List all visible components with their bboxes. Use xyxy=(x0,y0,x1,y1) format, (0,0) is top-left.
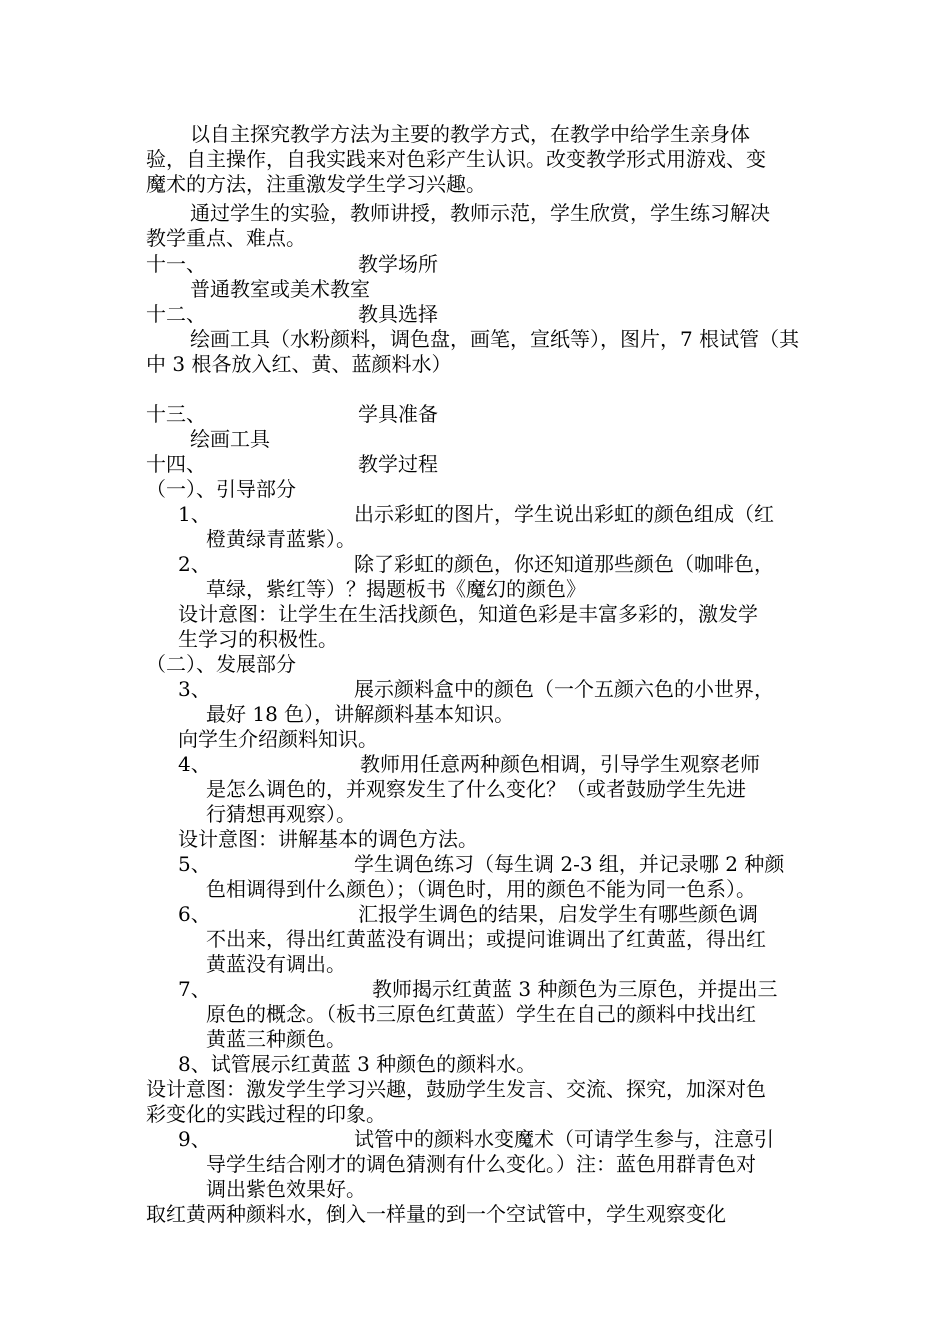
design-intent-3-line-2: 彩变化的实践过程的印象。 xyxy=(146,1102,386,1126)
section-11-title: 教学场所 xyxy=(358,252,438,276)
section-11-body: 普通教室或美术教室 xyxy=(190,277,370,301)
section-14-number: 十四、 xyxy=(146,452,206,476)
item-2-continuation: 草绿，紫红等）？揭题板书《魔幻的颜色》 xyxy=(206,577,586,601)
item-2-text: 除了彩虹的颜色，你还知道那些颜色（咖啡色， xyxy=(354,552,774,576)
section-12-body-line-2: 中 3 根各放入红、黄、蓝颜料水） xyxy=(146,352,452,376)
item-2-number: 2、 xyxy=(178,552,211,576)
item-6-continuation-2: 黄蓝没有调出。 xyxy=(206,952,346,976)
design-intent-2: 设计意图：讲解基本的调色方法。 xyxy=(178,827,478,851)
section-14-title: 教学过程 xyxy=(358,452,438,476)
item-3-number: 3、 xyxy=(178,677,211,701)
item-9-number: 9、 xyxy=(178,1127,211,1151)
section-13-body: 绘画工具 xyxy=(190,427,270,451)
section-13-number: 十三、 xyxy=(146,402,206,426)
item-5-text: 学生调色练习（每生调 2-3 组，并记录哪 2 种颜 xyxy=(354,852,785,876)
design-intent-1-line-2: 生学习的积极性。 xyxy=(178,627,338,651)
intro-paragraph-1-line-3: 魔术的方法，注重激发学生学习兴趣。 xyxy=(146,172,486,196)
intro-paragraph-2-line-2: 教学重点、难点。 xyxy=(146,226,306,250)
item-5-continuation: 色相调得到什么颜色）；（调色时，用的颜色不能为同一色系）。 xyxy=(206,877,756,901)
item-4-text: 教师用任意两种颜色相调，引导学生观察老师 xyxy=(360,752,760,776)
item-7-text: 教师揭示红黄蓝 3 种颜色为三原色，并提出三 xyxy=(372,977,778,1001)
intro-paragraph-1-line-1: 以自主探究教学方法为主要的教学方式，在教学中给学生亲身体 xyxy=(190,122,750,146)
item-5-number: 5、 xyxy=(178,852,211,876)
item-7-continuation-1: 原色的概念。（板书三原色红黄蓝）学生在自己的颜料中找出红 xyxy=(206,1002,756,1026)
item-3-text: 展示颜料盒中的颜色（一个五颜六色的小世界， xyxy=(354,677,774,701)
final-paragraph: 取红黄两种颜料水，倒入一样量的到一个空试管中，学生观察变化 xyxy=(146,1202,726,1226)
design-intent-3-line-1: 设计意图：激发学生学习兴趣，鼓励学生发言、交流、探究，加深对色 xyxy=(146,1077,766,1101)
item-6-number: 6、 xyxy=(178,902,211,926)
pigment-intro: 向学生介绍颜料知识。 xyxy=(178,727,378,751)
item-7-number: 7、 xyxy=(178,977,211,1001)
part-1-heading: （一）、引导部分 xyxy=(146,477,296,501)
item-3-continuation: 最好 18 色），讲解颜料基本知识。 xyxy=(206,702,515,726)
item-6-continuation-1: 不出来，得出红黄蓝没有调出；或提问谁调出了红黄蓝，得出红 xyxy=(206,927,766,951)
part-2-heading: （二）、发展部分 xyxy=(146,652,296,676)
item-7-continuation-2: 黄蓝三种颜色。 xyxy=(206,1027,346,1051)
item-1-number: 1、 xyxy=(178,502,211,526)
item-1-continuation: 橙黄绿青蓝紫）。 xyxy=(206,527,356,551)
item-4-continuation-1: 是怎么调色的，并观察发生了什么变化？（或者鼓励学生先进 xyxy=(206,777,746,801)
section-13-title: 学具准备 xyxy=(358,402,438,426)
item-4-continuation-2: 行猜想再观察）。 xyxy=(206,802,356,826)
section-11-number: 十一、 xyxy=(146,252,206,276)
section-12-body-line-1: 绘画工具（水粉颜料，调色盘，画笔，宣纸等），图片，7 根试管（其 xyxy=(190,327,800,351)
section-12-number: 十二、 xyxy=(146,302,206,326)
section-12-title: 教具选择 xyxy=(358,302,438,326)
item-9-continuation-2: 调出紫色效果好。 xyxy=(206,1177,366,1201)
item-1-text: 出示彩虹的图片，学生说出彩虹的颜色组成（红 xyxy=(354,502,774,526)
intro-paragraph-2-line-1: 通过学生的实验，教师讲授，教师示范，学生欣赏，学生练习解决 xyxy=(190,201,770,225)
item-6-text: 汇报学生调色的结果，启发学生有哪些颜色调 xyxy=(358,902,758,926)
design-intent-1-line-1: 设计意图：让学生在生活找颜色，知道色彩是丰富多彩的，激发学 xyxy=(178,602,758,626)
item-9-continuation-1: 导学生结合刚才的调色猜测有什么变化。）注：蓝色用群青色对 xyxy=(206,1152,756,1176)
item-8: 8、试管展示红黄蓝 3 种颜色的颜料水。 xyxy=(178,1052,537,1076)
intro-paragraph-1-line-2: 验，自主操作，自我实践来对色彩产生认识。改变教学形式用游戏、变 xyxy=(146,147,766,171)
item-4-number: 4、 xyxy=(178,752,211,776)
item-9-text: 试管中的颜料水变魔术（可请学生参与，注意引 xyxy=(354,1127,774,1151)
